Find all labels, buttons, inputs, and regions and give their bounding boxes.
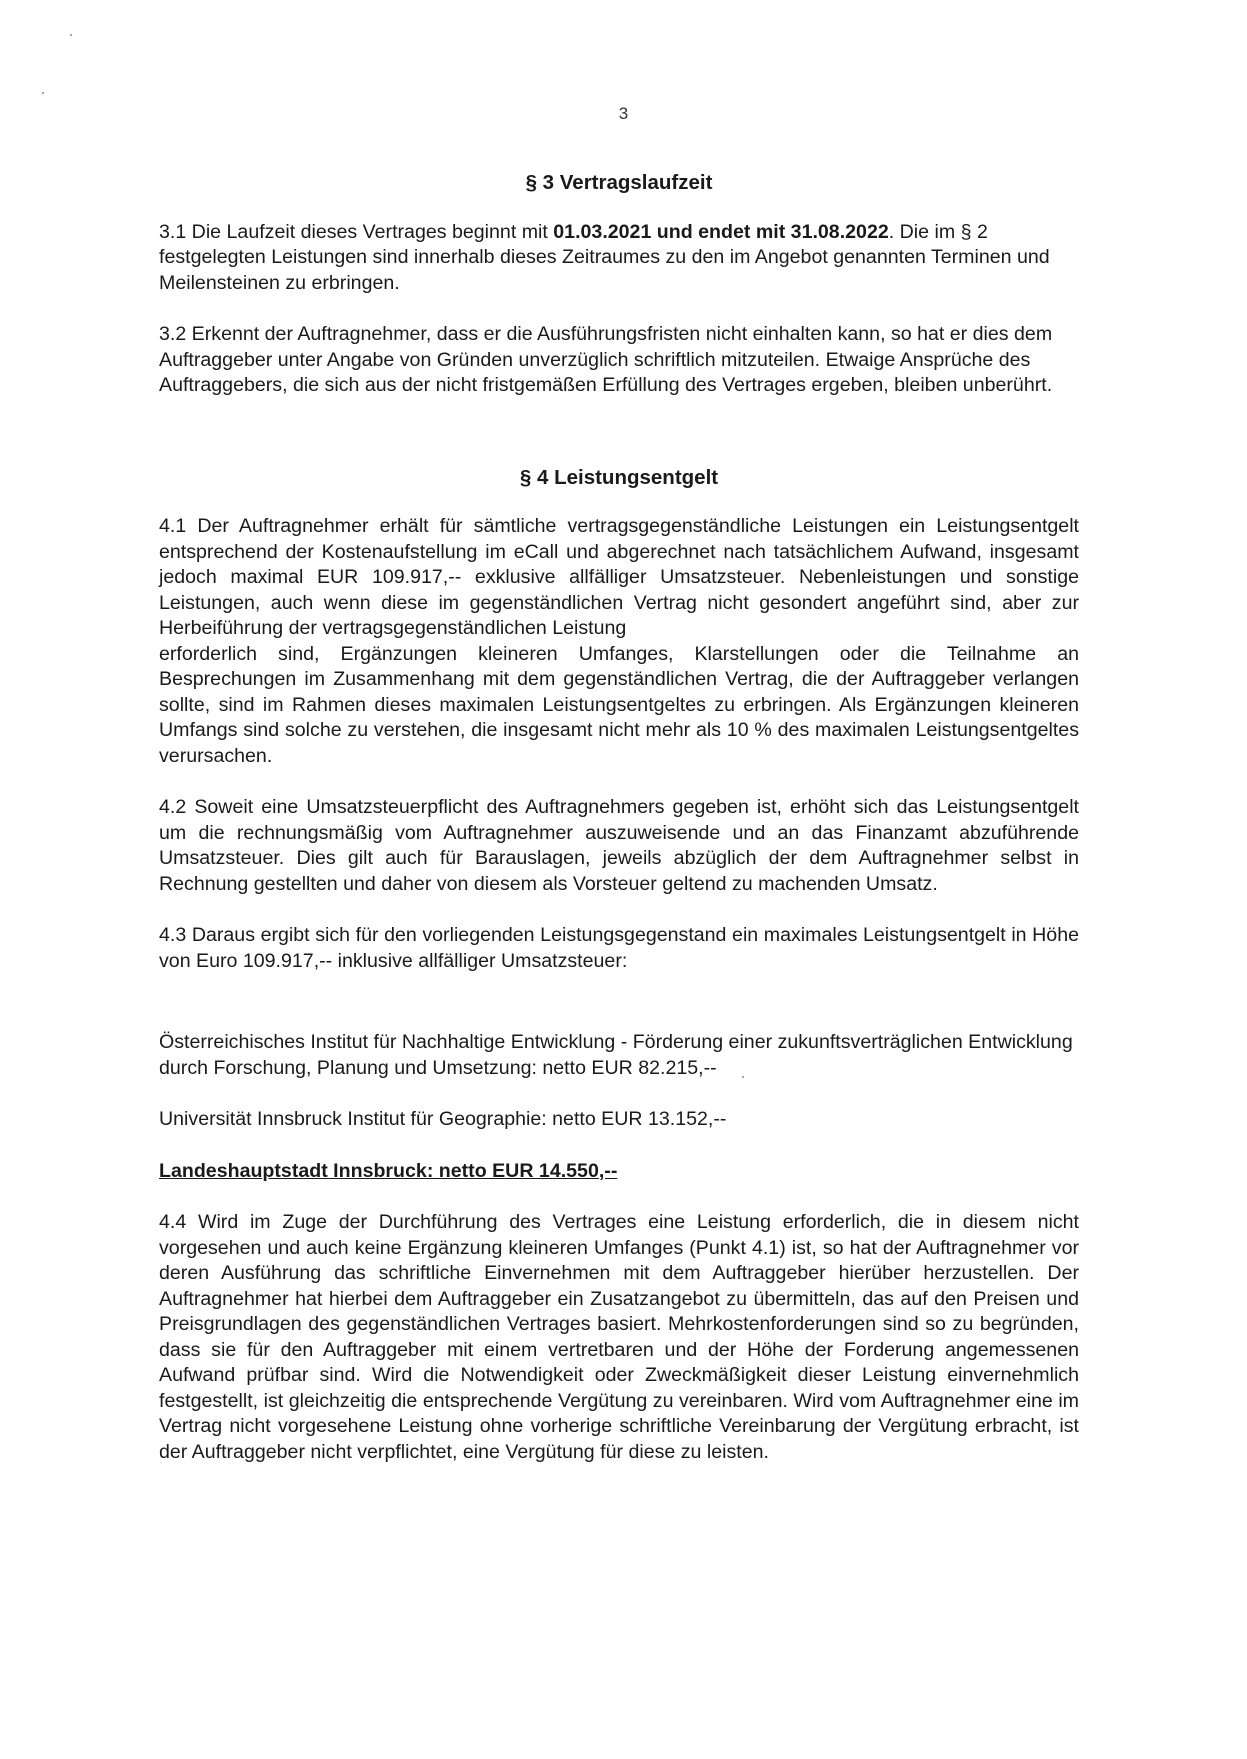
scan-speck bbox=[70, 34, 72, 36]
paragraph-4-1-part-a: 4.1 Der Auftragnehmer erhält für sämtliche vertragsgegenständliche Leistungen ein Leistungsentgelt entsprechend der Kostenaufstellung im eCall und abgerechnet nach tatsächlichem Aufwand, insgesamt jedoch maximal EUR 109.917,-- exklusive allfälliger Umsatzsteuer. Nebenleistungen und sonstige Leistungen, auch wenn diese im gegenständlichen Vertrag nicht gesondert angeführt sind, aber zur Herbeiführung der vertragsgegenständlichen Leistung bbox=[159, 515, 1079, 639]
section-4-title: § 4 Leistungsentgelt bbox=[519, 465, 719, 489]
contract-period-dates: 01.03.2021 und endet mit 31.08.2022 bbox=[553, 220, 889, 243]
partner-amount-oin: Österreichisches Institut für Nachhaltige Entwicklung - Förderung einer zukunftsverträglichen Entwicklung durch Forschung, Planung und Umsetzung: netto EUR 82.215,-- bbox=[159, 1031, 1073, 1079]
paragraph-3-1 bbox=[159, 220, 1079, 297]
paragraph-4-2: 4.2 Soweit eine Umsatzsteuerpflicht des Auftragnehmers gegeben ist, erhöht sich das Leistungsentgelt um die rechnungsmäßig vom Auftragnehmer auszuweisende und an das Finanzamt abzuführende Umsatzsteuer. Dies gilt auch für Barauslagen, jeweils abzüglich der dem Auftragnehmer selbst in Rechnung gestellten und daher von diesem als Vorsteuer geltend zu machenden Umsatz. bbox=[159, 796, 1079, 895]
page-number: 3 bbox=[618, 104, 629, 123]
scan-speck bbox=[42, 92, 44, 94]
partner-amount-uibk: Universität Innsbruck Institut für Geographie: netto EUR 13.152,-- bbox=[159, 1108, 727, 1130]
paragraph-4-1-part-b: erforderlich sind, Ergänzungen kleineren Umfanges, Klarstellungen oder die Teilnahme an Besprechungen im Zusammenhang mit dem gegenständlichen Vertrag, die der Auftraggeber verlangen sollte, sind im Rahmen dieses maximalen Leistungsentgeltes zu erbringen. Als Ergänzungen kleineren Umfangs sind solche zu verstehen, die insgesamt nicht mehr als 10 % des maximalen Leistungsentgeltes verursachen. bbox=[159, 642, 1079, 767]
paragraph-3-2: 3.2 Erkennt der Auftragnehmer, dass er die Ausführungsfristen nicht einhalten kann, so hat er dies dem Auftraggeber unter Angabe von Gründen unverzüglich schriftlich mitzuteilen. Etwaige Ansprüche des Auftraggebers, die sich aus der nicht fristgemäßen Erfüllung des Vertrages ergeben, bleiben unberührt. bbox=[159, 323, 1053, 396]
document-body bbox=[159, 170, 1079, 1491]
paragraph-3-1-text-continued: . Die im § 2 festgelegten Leistungen sind innerhalb dieses Zeitraumes zu den im Angebot genannten Terminen und Meilensteinen zu erbringen. bbox=[159, 220, 1050, 294]
partner-amount-innsbruck: Landeshauptstadt Innsbruck: netto EUR 14.550,-- bbox=[159, 1159, 618, 1182]
paragraph-4-4: 4.4 Wird im Zuge der Durchführung des Vertrages eine Leistung erforderlich, die in diesem nicht vorgesehen und auch keine Ergänzung kleineren Umfanges (Punkt 4.1) ist, so hat der Auftragnehmer vor deren Ausführung das schriftliche Einvernehmen mit dem Auftraggeber hierüber herzustellen. Der Auftragnehmer hat hierbei dem Auftraggeber ein Zusatzangebot zu übermitteln, das auf den Preisen und Preisgrundlagen des gegenständlichen Vertrages basiert. Mehrkostenforderungen sind so zu begründen, dass sie für den Auftraggeber mit einem vertretbaren und der Höhe der Forderung angemessenen Aufwand prüfbar sind. Wird die Notwendigkeit oder Zweckmäßigkeit dieser Leistung einvernehmlich festgestellt, ist gleichzeitig die entsprechende Vergütung zu vereinbaren. Wird vom Auftragnehmer eine im Vertrag nicht vorgesehene Leistung ohne vorherige schriftliche Vereinbarung der Vergütung erbracht, ist der Auftraggeber nicht verpflichtet, eine Vergütung für diese zu leisten. bbox=[159, 1211, 1079, 1463]
paragraph-3-1-text: 3.1 Die Laufzeit dieses Vertrages beginnt mit bbox=[159, 220, 554, 243]
paragraph-4-3: 4.3 Daraus ergibt sich für den vorliegenden Leistungsgegenstand ein maximales Leistungsentgelt in Höhe von Euro 109.917,-- inklusive allfälliger Umsatzsteuer: bbox=[159, 924, 1079, 972]
section-3-title: § 3 Vertragslaufzeit bbox=[525, 171, 713, 194]
